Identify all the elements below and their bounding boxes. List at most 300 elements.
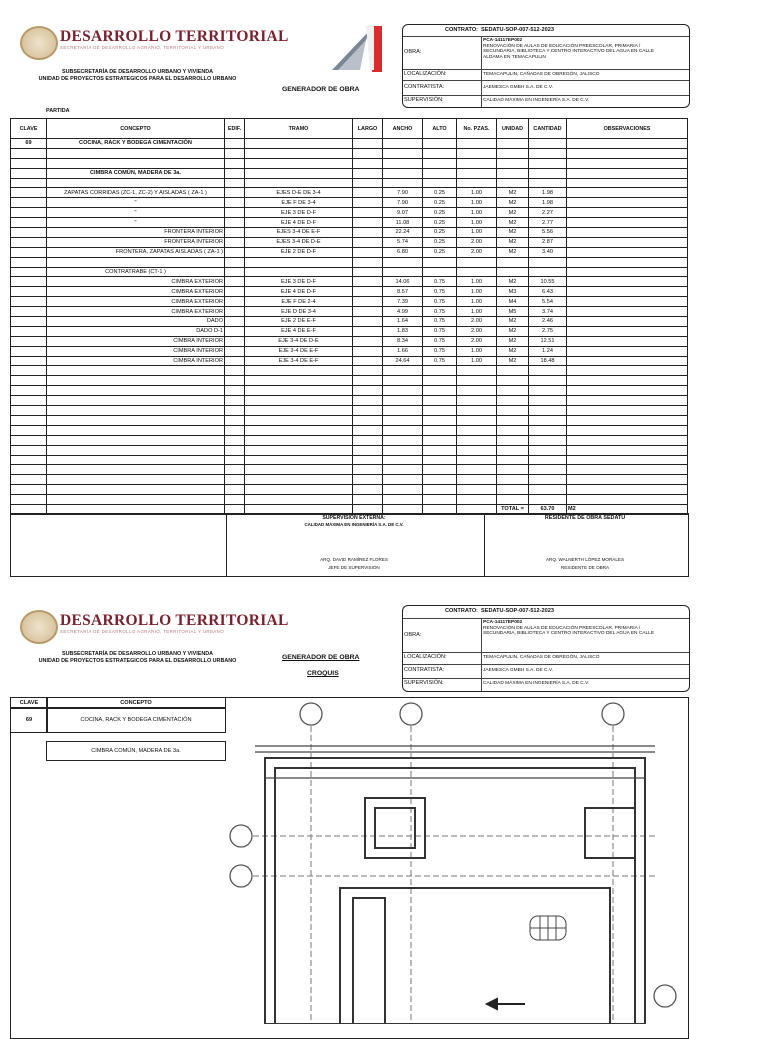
table-cell: FRONTERA INTERIOR [47, 237, 225, 247]
table-cell [383, 168, 423, 178]
table-cell [225, 317, 245, 327]
table-cell [353, 396, 383, 406]
table-cell [47, 376, 225, 386]
table-cell: " [47, 208, 225, 218]
table-cell [567, 465, 688, 475]
table-cell [11, 158, 47, 168]
table-cell [353, 495, 383, 505]
table-cell: 5.74 [383, 237, 423, 247]
table-cell: M2 [497, 188, 529, 198]
table-cell: M2 [497, 237, 529, 247]
table-cell: 2.87 [529, 237, 567, 247]
table-cell [11, 307, 47, 317]
table-cell [529, 267, 567, 277]
table-cell [457, 425, 497, 435]
table-cell [245, 257, 353, 267]
table-cell [353, 425, 383, 435]
table-cell [353, 485, 383, 495]
table-cell [11, 178, 47, 188]
table-cell [353, 218, 383, 228]
table-cell [47, 435, 225, 445]
table-cell [567, 228, 688, 238]
table-cell [567, 139, 688, 149]
table-cell: EJE 3 DE D-F [245, 277, 353, 287]
table-cell [529, 485, 567, 495]
header-cell: OBSERVACIONES [567, 119, 688, 139]
header-cell: ANCHO [383, 119, 423, 139]
table-cell [497, 406, 529, 416]
table-cell [47, 257, 225, 267]
table-cell [11, 465, 47, 475]
table-cell [529, 445, 567, 455]
table-row [11, 406, 688, 416]
table-cell [529, 139, 567, 149]
table-cell: 1.00 [457, 208, 497, 218]
table-cell: M2 [497, 228, 529, 238]
table-cell [353, 336, 383, 346]
table-cell [245, 178, 353, 188]
table-cell: 3.74 [529, 307, 567, 317]
table-row [11, 237, 688, 247]
obra-value [483, 38, 654, 60]
table-cell: 2.00 [457, 247, 497, 257]
table-cell [353, 228, 383, 238]
table-cell: 1.66 [383, 346, 423, 356]
table-cell: EJE D DE 3-4 [245, 307, 353, 317]
table-cell [567, 396, 688, 406]
signer-1-role: JEFE DE SUPERVISIÓN [328, 565, 380, 570]
supervision-label-2: SUPERVISIÓN: [404, 680, 444, 686]
table-cell: M2 [497, 198, 529, 208]
table-cell [423, 455, 457, 465]
subsecretaria [10, 69, 265, 83]
table-cell [11, 475, 47, 485]
table-cell: 2.77 [529, 218, 567, 228]
table-cell [11, 277, 47, 287]
table-cell [245, 425, 353, 435]
table-cell [457, 158, 497, 168]
table-cell: 0.75 [423, 287, 457, 297]
arrow-icon [487, 999, 525, 1009]
table-row [11, 425, 688, 435]
table-row [11, 356, 688, 366]
table-cell: FRONTERA, ZAPATAS AISLADAS ( ZA-1 ) [47, 247, 225, 257]
table-cell [383, 158, 423, 168]
table-cell [47, 445, 225, 455]
table-cell: 8.34 [383, 336, 423, 346]
table-row [11, 386, 688, 396]
table-cell: EJE 3-4 DE D-E [245, 336, 353, 346]
table-cell: EJES 3-4 DE E-F [245, 228, 353, 238]
table-cell [353, 435, 383, 445]
table-row [11, 168, 688, 178]
table-cell: CIMBRA EXTERIOR [47, 287, 225, 297]
table-cell [245, 475, 353, 485]
table-cell [457, 415, 497, 425]
table-cell: 1.98 [529, 198, 567, 208]
table-cell: EJE 4 DE D-F [245, 287, 353, 297]
table-cell [353, 406, 383, 416]
table-cell [567, 317, 688, 327]
table-cell: 2.00 [457, 326, 497, 336]
table-cell [11, 208, 47, 218]
table-cell [529, 386, 567, 396]
table-cell [11, 336, 47, 346]
croquis-cimbra-label: CIMBRA COMÚN, MADERA DE 3a. [46, 741, 226, 761]
table-cell [353, 139, 383, 149]
obra-label: OBRA: [404, 49, 422, 55]
table-cell [423, 475, 457, 485]
table-cell: EJE 3-4 DE E-F [245, 346, 353, 356]
table-cell: EJES 3-4 DE D-E [245, 237, 353, 247]
obra-desc2: SECUNDARIA, BIBLIOTECA Y CENTRO INTERACTIVO DEL AGUA EN CALLE [483, 49, 655, 54]
obra-value-2 [483, 620, 654, 637]
table-cell: 6.80 [383, 247, 423, 257]
header-cell: CANTIDAD [529, 119, 567, 139]
table-cell [423, 257, 457, 267]
table-cell [423, 415, 457, 425]
table-cell [225, 336, 245, 346]
table-cell [497, 485, 529, 495]
table-cell [353, 168, 383, 178]
table-cell [423, 425, 457, 435]
supervision-value: CALIDAD MÁXIMA EN INGENIERÍA S.A. DE C.V. [483, 98, 590, 103]
contract-box [402, 24, 690, 108]
header-cell: CONCEPTO [47, 119, 225, 139]
table-cell: 2.00 [457, 317, 497, 327]
table-row [11, 277, 688, 287]
table-cell [567, 376, 688, 386]
table-cell: 2.00 [457, 237, 497, 247]
contrato-value-2: SEDATU-SOP-007-512-2023 [481, 608, 554, 614]
table-cell [567, 406, 688, 416]
table-cell [225, 168, 245, 178]
table-cell [353, 188, 383, 198]
table-cell: 2.46 [529, 317, 567, 327]
table-cell [567, 356, 688, 366]
table-row [11, 307, 688, 317]
table-cell: 1.00 [457, 188, 497, 198]
croquis-concepto-value: COCINA, RACK Y BODEGA CIMENTACIÓN [46, 707, 226, 733]
contratista-value: JAEMESCA GMBH S.A. DE C.V. [483, 85, 553, 90]
table-cell [225, 406, 245, 416]
table-cell [353, 208, 383, 218]
header-cell: CLAVE [11, 119, 47, 139]
contratista-label: CONTRATISTA: [404, 84, 445, 90]
contrato-value: SEDATU-SOP-007-512-2023 [481, 27, 554, 33]
table-cell [423, 148, 457, 158]
table-cell [245, 168, 353, 178]
table-cell [567, 218, 688, 228]
table-cell [245, 158, 353, 168]
table-cell [423, 445, 457, 455]
table-row [11, 178, 688, 188]
header-cell: UNIDAD [497, 119, 529, 139]
table-cell [11, 297, 47, 307]
axis-bubble-2 [654, 985, 676, 1007]
table-cell [423, 178, 457, 188]
table-cell [225, 208, 245, 218]
table-cell [225, 376, 245, 386]
table-cell [11, 366, 47, 376]
table-cell [11, 326, 47, 336]
table-cell [353, 415, 383, 425]
table-cell [245, 139, 353, 149]
table-cell [383, 406, 423, 416]
table-cell [567, 158, 688, 168]
table-cell: DADO D-1 [47, 326, 225, 336]
table-cell [567, 287, 688, 297]
obra-desc3: ALDAMA EN TEMACAPULIN [483, 54, 546, 60]
table-cell [383, 257, 423, 267]
generador-table [10, 118, 688, 515]
table-cell: 4.99 [383, 307, 423, 317]
table-cell [225, 485, 245, 495]
table-cell: 2.27 [529, 208, 567, 218]
table-row [11, 346, 688, 356]
table-cell [11, 435, 47, 445]
table-cell [47, 366, 225, 376]
table-cell [245, 435, 353, 445]
table-row [11, 247, 688, 257]
table-cell [47, 475, 225, 485]
axis-bubble-f [602, 703, 624, 725]
table-cell: TOTAL = [497, 504, 529, 514]
table-cell: 2.00 [457, 336, 497, 346]
table-row [11, 188, 688, 198]
table-cell [225, 188, 245, 198]
org-subtitle: SECRETARÍA DE DESARROLLO AGRARIO, TERRITORIAL Y URBANO [60, 45, 225, 50]
table-cell [383, 366, 423, 376]
table-cell: EJE F DE 2-4 [245, 297, 353, 307]
table-cell [567, 257, 688, 267]
table-cell [383, 376, 423, 386]
table-cell [225, 415, 245, 425]
table-cell [225, 495, 245, 505]
table-cell [225, 366, 245, 376]
table-cell [423, 396, 457, 406]
table-cell: FRONTERA INTERIOR [47, 228, 225, 238]
table-cell [353, 346, 383, 356]
table-cell [383, 396, 423, 406]
table-row [11, 455, 688, 465]
table-cell [423, 376, 457, 386]
table-cell [245, 415, 353, 425]
table-cell [225, 148, 245, 158]
table-cell [457, 396, 497, 406]
contratista-label-2: CONTRATISTA: [404, 667, 445, 673]
table-cell [457, 386, 497, 396]
table-cell [567, 495, 688, 505]
table-cell: 0.75 [423, 346, 457, 356]
table-cell: " [47, 218, 225, 228]
table-cell [225, 198, 245, 208]
table-cell [497, 148, 529, 158]
table-cell: CIMBRA EXTERIOR [47, 297, 225, 307]
table-cell [383, 415, 423, 425]
table-cell [529, 455, 567, 465]
table-cell [529, 435, 567, 445]
table-cell [497, 415, 529, 425]
table-cell [457, 139, 497, 149]
table-cell: 0.75 [423, 326, 457, 336]
table-cell [567, 307, 688, 317]
table-cell [497, 386, 529, 396]
table-cell: 1.64 [383, 317, 423, 327]
table-cell [567, 415, 688, 425]
table-cell [353, 148, 383, 158]
table-cell [11, 287, 47, 297]
loc-value-2: TEMACAPULIN, CAÑADAS DE OBREGÓN, JALISCO [483, 655, 600, 660]
table-cell [529, 465, 567, 475]
table-cell [567, 435, 688, 445]
table-cell: EJE F DE 3-4 [245, 198, 353, 208]
table-cell [353, 267, 383, 277]
table-cell [383, 425, 423, 435]
table-cell [383, 455, 423, 465]
table-cell [11, 376, 47, 386]
table-cell [457, 148, 497, 158]
table-row [11, 396, 688, 406]
table-cell [423, 168, 457, 178]
table-cell [423, 386, 457, 396]
table-cell [497, 257, 529, 267]
floor-plan-drawing [225, 698, 685, 1024]
table-cell: 5.54 [529, 297, 567, 307]
table-cell [353, 475, 383, 485]
table-row [11, 475, 688, 485]
table-cell: 0.75 [423, 307, 457, 317]
table-cell: 14.06 [383, 277, 423, 287]
table-cell [567, 475, 688, 485]
residente-label: RESIDENTE DE OBRA SEDATU [544, 515, 626, 521]
table-cell [567, 425, 688, 435]
table-cell [353, 158, 383, 168]
table-cell [567, 237, 688, 247]
table-cell [567, 208, 688, 218]
table-cell [353, 257, 383, 267]
table-cell [225, 277, 245, 287]
table-cell [383, 485, 423, 495]
table-cell [457, 406, 497, 416]
table-row [11, 148, 688, 158]
table-cell [11, 386, 47, 396]
table-cell [497, 158, 529, 168]
table-row [11, 326, 688, 336]
contrato-label-2: CONTRATO: [445, 608, 479, 614]
table-cell: CIMBRA INTERIOR [47, 346, 225, 356]
table-cell [497, 366, 529, 376]
table-cell [11, 455, 47, 465]
table-cell: M3 [497, 287, 529, 297]
contratista-value-2: JAEMESCA GMBH S.A. DE C.V. [483, 668, 553, 673]
table-cell [383, 386, 423, 396]
table-cell [567, 198, 688, 208]
table-cell: 7.90 [383, 198, 423, 208]
loc-value: TEMACAPULIN, CAÑADAS DE OBREGÓN, JALISCO [483, 72, 600, 77]
table-cell: COCINA, RACK Y BODEGA CIMENTACIÓN [47, 139, 225, 149]
table-row [11, 208, 688, 218]
table-cell [225, 346, 245, 356]
table-cell [497, 425, 529, 435]
table-cell [245, 376, 353, 386]
table-cell: 3.40 [529, 247, 567, 257]
table-cell: 63.70 [529, 504, 567, 514]
table-cell [47, 425, 225, 435]
mountain-logo-icon [330, 22, 388, 74]
table-cell [353, 287, 383, 297]
table-cell: 1.00 [457, 297, 497, 307]
table-cell [423, 435, 457, 445]
table-cell: 69 [11, 139, 47, 149]
table-row [11, 465, 688, 475]
obra-desc2-2: SECUNDARIA, BIBLIOTECA Y CENTRO INTERACTIVO DEL AGUA EN CALLE [483, 631, 655, 636]
table-cell: M2 [497, 346, 529, 356]
table-cell: EJE 4 DE D-F [245, 218, 353, 228]
table-cell [529, 376, 567, 386]
table-cell [353, 247, 383, 257]
header-cell: TRAMO [245, 119, 353, 139]
table-cell: 7.39 [383, 297, 423, 307]
table-cell [567, 386, 688, 396]
table-cell [457, 455, 497, 465]
table-cell [245, 148, 353, 158]
table-cell: 12.51 [529, 336, 567, 346]
table-cell [353, 386, 383, 396]
table-cell [245, 455, 353, 465]
table-cell [567, 485, 688, 495]
table-cell [245, 485, 353, 495]
table-cell: 0.25 [423, 237, 457, 247]
table-cell: 0.75 [423, 297, 457, 307]
table-cell [423, 406, 457, 416]
table-cell: 0.75 [423, 336, 457, 346]
table-cell [423, 267, 457, 277]
header-cell: No. PZAS. [457, 119, 497, 139]
table-cell: 1.00 [457, 346, 497, 356]
subsecretaria-2 [10, 651, 265, 665]
supervision-value-2: CALIDAD MÁXIMA EN INGENIERÍA S.A. DE C.V. [483, 681, 590, 686]
table-cell [225, 158, 245, 168]
table-cell: 8.57 [383, 287, 423, 297]
table-cell [245, 465, 353, 475]
table-cell [225, 356, 245, 366]
sub2-text: UNIDAD DE PROYECTOS ESTRATEGICOS PARA EL DESARROLLO URBANO [38, 76, 237, 82]
table-cell [383, 465, 423, 475]
table-cell: 1.98 [529, 188, 567, 198]
table-cell [11, 198, 47, 208]
table-cell [457, 168, 497, 178]
table-cell: 24.64 [383, 356, 423, 366]
table-cell [423, 158, 457, 168]
table-cell [383, 445, 423, 455]
table-cell [245, 386, 353, 396]
table-cell [353, 445, 383, 455]
table-cell: 1.00 [457, 287, 497, 297]
table-cell [567, 168, 688, 178]
table-cell: EJE 3-4 DE E-F [245, 356, 353, 366]
table-cell [47, 386, 225, 396]
table-cell [11, 247, 47, 257]
table-row [11, 415, 688, 425]
table-cell [11, 168, 47, 178]
table-cell: 5.56 [529, 228, 567, 238]
table-cell [47, 485, 225, 495]
table-cell: EJE 2 DE D-F [245, 247, 353, 257]
table-cell [457, 465, 497, 475]
table-cell [567, 336, 688, 346]
table-cell [225, 465, 245, 475]
